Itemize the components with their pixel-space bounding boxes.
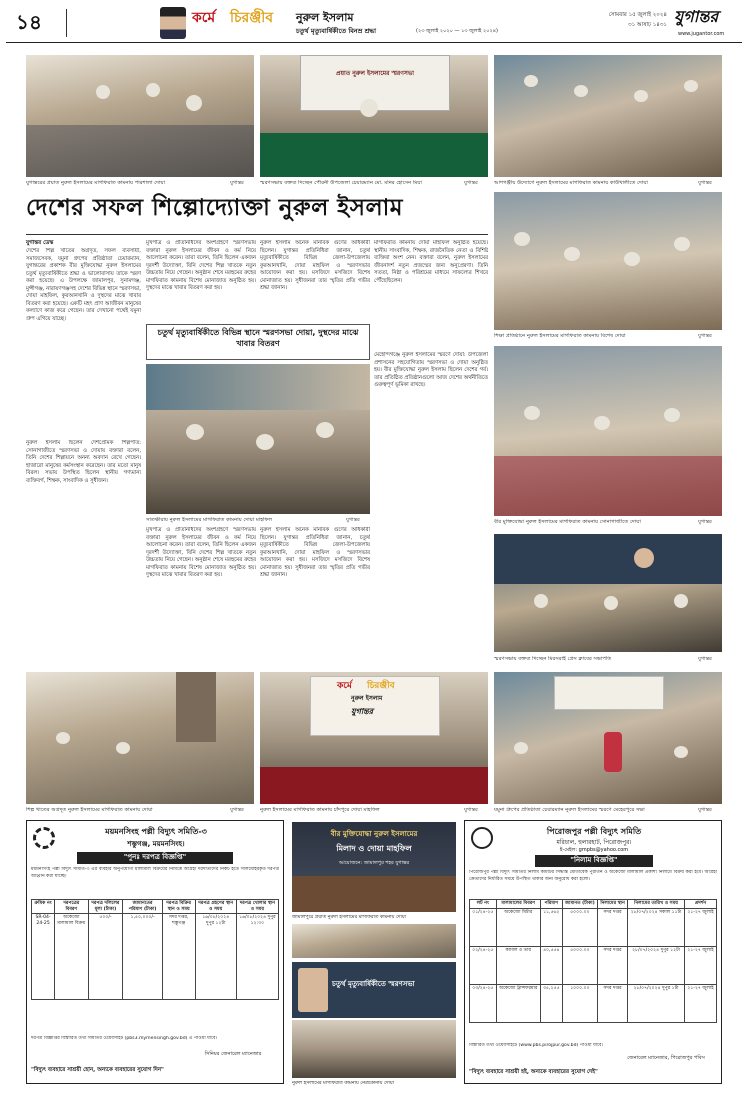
bottom-photo-2-credit: যুগান্তর <box>464 807 478 813</box>
right-photo-3-credit: যুগান্তর <box>698 656 712 662</box>
table-cell: ক্যাবল ও তার <box>496 946 540 984</box>
table-cell: ২৮/০৭/২০২৪ সকাল ১১টা <box>628 908 685 946</box>
table-cell: ২৮/০৭/২০২৪ দুপুর ১২টা <box>628 946 685 984</box>
middle-photo <box>146 364 370 514</box>
ad-mid-organizer: আয়োজনে: জামালপুর শহর যুগান্তর <box>338 860 410 866</box>
right-photo-3-caption: স্মরণসভায় বক্তব্য দিচ্ছেন মিরসরাই প্রেস ক্লাবের সভাপতি <box>494 656 612 662</box>
bottom-photo-1-caption: শিল্প খাতের অগ্রদূত নুরুল ইসলামের মাগফিরাত কামনায় দোয়া <box>26 807 153 813</box>
ad-left-footer: দরপত্র বিজ্ঞপ্তির বিস্তারিত তথ্য সমিতির ওয়েবসাইট (pbs3.mymensingh.gov.bd) এ পাওয়া যাবে। <box>31 1036 218 1041</box>
table-cell: ২১-২৭ জুলাই <box>684 984 716 1022</box>
right-photo-3 <box>494 534 722 652</box>
table-cell: ৩৫,২৫৫ <box>540 984 562 1022</box>
byline: যুগান্তর ডেস্ক <box>26 240 54 246</box>
masthead <box>6 5 742 43</box>
right-photo-2-credit: যুগান্তর <box>698 519 712 525</box>
table-cell: ২১-২৭ জুলাই <box>684 908 716 946</box>
table-header: পরিমাণ <box>540 900 562 909</box>
right-photo-2-caption: বীর মুক্তিযোদ্ধা নুরুল ইসলামের মাগফিরাত কামনায় সোনাগাজীতে দোয়া <box>494 519 641 525</box>
tribute-dates: (২৩ জুলাই ২০২০ — ১৩ জুলাই ২০২৪) <box>416 28 498 34</box>
right-photo-2 <box>494 346 722 516</box>
top-photo-1-caption: যুগান্তরের প্রয়াত নুরুল ইসলামের মাগফিরাত কামনায় পারশালা দোয়া <box>26 180 166 186</box>
table-cell: ৫০০০.০০ <box>562 946 597 984</box>
ad-mid-line2: মিলাদ ও দোয়া মাহফিল <box>336 844 412 853</box>
table-header: লট নং <box>470 900 497 909</box>
table-row <box>470 908 717 946</box>
table-cell: ০২/২৪-২৫ <box>470 946 497 984</box>
table-cell: ০১/২৪-২৫ <box>470 908 497 946</box>
table-cell: ৫০০০.০০ <box>562 908 597 946</box>
subhead-box <box>146 324 370 360</box>
table-header: দরপত্রের বিবরণ <box>55 900 88 914</box>
table-header: জামানতের পরিমাণ (টাকা) <box>123 900 162 914</box>
right-photo-1-credit: যুগান্তর <box>698 333 712 339</box>
body-col-1: দেশের শিল্প খাতের অগ্রদূত, সফল ব্যবসায়ী, সমাজসেবক, যমুনা গ্রুপের প্রতিষ্ঠাতা চেয়ারম্যান, যুগান্তরের প্রকাশক বীর মুক্তিযোদ্ধা নুরুল ইসলামের চতুর্থ মৃত্যুবার্ষিকীতে শ্রদ্ধা ও ভালোবাসায় তাকে স্মরণ করা হয়েছে। এ উপলক্ষে জামালপুর, সুনামগঞ্জ, মুন্সীগঞ্জ, নারায়ণগঞ্জসহ দেশের বিভিন্ন স্থানে স্মরণসভা, দোয়া মাহফিল, কুরআনখানি ও দুস্থদের মাঝে খাবার বিতরণ করা হয়েছে। একটি মহৎ প্রাণ আজীবন মানুষের কল্যাণে কাজ করে গেছেন। তার দেখানো পথেই যমুনা গ্রুপ এগিয়ে যাচ্ছে। <box>26 248 141 322</box>
middle-photo-caption: সাতক্ষীরায় নুরুল ইসলামের মাগফিরাত কামনায় দোয়া মাহফিল <box>146 517 273 523</box>
body-col-2-top: মুখপাত্র ও প্রতিনিধিদের অংশগ্রহণে স্মরণসভায় বক্তারা নুরুল ইসলামের জীবন ও কর্ম নিয়ে আলোচনা করেন। তারা বলেন, তিনি ছিলেন একজন দূরদর্শী উদ্যোক্তা, যিনি দেশের শিল্প খাতকে নতুন উচ্চতায় নিয়ে গেছেন। অনুষ্ঠান শেষে মরহুমের রুহের মাগফিরাত কামনায় বিশেষ মোনাজাত অনুষ্ঠিত হয়। দুস্থদের মাঝে খাবার বিতরণ করা হয়। <box>146 240 256 292</box>
main-headline: দেশের সফল শিল্পোদ্যোক্তা নুরুল ইসলাম <box>26 194 404 221</box>
tribute-name: নুরুল ইসলাম <box>296 11 354 24</box>
ad-mid-caption2: চতুর্থ মৃত্যুবার্ষিকীতে স্মরণসভা <box>332 980 415 988</box>
bottom-photo-3 <box>494 672 722 804</box>
body-col-4: মাগফিরাত কামনায় দোয়া মাহফিল অনুষ্ঠিত হয়েছে। স্থানীয় সাংবাদিক, শিক্ষক, রাজনৈতিক নেতা ও বিশিষ্ট ব্যক্তিরা অংশ নেন। বক্তারা বলেন, নুরুল ইসলামের জীবনাদর্শ নতুন প্রজন্মের জন্য অনুপ্রেরণা। তিনি সততা, নিষ্ঠা ও পরিশ্রমের মাধ্যমে সাফল্যের শিখরে পৌঁছেছিলেন। <box>374 240 488 284</box>
banner-name: নুরুল ইসলাম <box>351 695 383 702</box>
issue-date: সোমবার ১৫ জুলাই ২০২৪ <box>608 12 667 18</box>
table-header: জামানত (টাকা) <box>562 900 597 909</box>
brand-karme: কর্মে <box>192 10 216 26</box>
top-photo-1-credit: যুগান্তর <box>230 180 244 186</box>
ad-left-org: ময়মনসিংহ পল্লী বিদ্যুৎ সমিতি-৩ <box>105 827 207 836</box>
table-cell: ২১-২৭ জুলাই <box>684 946 716 984</box>
table-cell: ১১,৫৬২ <box>540 908 562 946</box>
body-col-3-top: নুরুল ইসলাম অনেক মানবিক গুণের অধিকারী ছিলেন। যুগান্তর প্রতিনিধিরা জানান, চতুর্থ মৃত্যুবার্ষিকীতে বিভিন্ন জেলা-উপজেলায় কুরআনখানি, দোয়া মাহফিল ও স্মরণসভার আয়োজন করা হয়। মসজিদে মসজিদে বিশেষ মোনাজাত হয়। সুধীজনরা তার স্মৃতির প্রতি গভীর শ্রদ্ধা জানান। <box>260 240 370 292</box>
table-cell: ১৬/০৮/২০২৪ দুপুর ১২:৩০ <box>236 914 278 1000</box>
ad-right-slogan: "বিদ্যুৎ ব্যবহারে সাশ্রয়ী হই, অন্যকে ব্যবহারের সুযোগ দেই" <box>469 1069 598 1075</box>
ad-mid-banner <box>292 822 456 912</box>
pbs-logo-icon <box>471 827 493 849</box>
table-cell: ১৬/০৮/২০২৪ দুপুর ১২টা <box>195 914 236 1000</box>
table-cell: অকেজো ট্রান্সফরমার <box>496 984 540 1022</box>
table-row <box>470 984 717 1022</box>
ad-mid-poster <box>292 962 456 1018</box>
ad-right-place: মরিচাল, হুলারহাট, পিরোজপুর। <box>556 839 632 846</box>
portrait-avatar <box>160 7 186 39</box>
top-photo-3 <box>494 55 722 177</box>
ad-left-place: শম্ভুগঞ্জ, ময়মনসিংহ। <box>127 840 185 848</box>
table-cell: অকেজো মিটার <box>496 908 540 946</box>
ad-right-footer: বিস্তারিত তথ্য ওয়েবসাইটে (www.pbs.pirojpur.gov.bd) পাওয়া যাবে। <box>469 1043 604 1048</box>
bottom-photo-1-credit: যুগান্তর <box>230 807 244 813</box>
table-header: নিলামের স্থান <box>598 900 628 909</box>
top-photo-2-banner: প্রয়াত নুরুল ইসলামের স্মরণসভা <box>335 70 415 77</box>
table-cell: সদর দপ্তর, শম্ভুগঞ্জ <box>162 914 195 1000</box>
page-number: ১৪ <box>16 10 42 34</box>
table-header: দরপত্র দলিলের মূল্য (টাকা) <box>88 900 123 914</box>
top-photo-1 <box>26 55 254 177</box>
ad-mid-caption3: নুরুল ইসলামের মাগফিরাত কামনায় নেত্রকোনায় দোয়া <box>292 1081 394 1086</box>
bottom-photo-3-credit: যুগান্তর <box>698 807 712 813</box>
ad-right-intro: পিরোজপুর পল্লী বিদ্যুৎ সমিতির নিলাম কমিটির সিদ্ধান্ত মোতাবেক পুরাতন ও অকেজো মালামাল প্রকাশ্য নিলামে বিক্রয় করা হবে। আগ্রহী ক্রেতাদের নির্ধারিত সময়ে উপস্থিত থাকার জন্য অনুরোধ করা হলো। <box>469 870 717 882</box>
table-cell: সদর দপ্তর <box>598 908 628 946</box>
table-row <box>470 946 717 984</box>
website-link[interactable]: www.jugantor.com <box>678 31 725 37</box>
banner-logo: যুগান্তর <box>351 707 374 716</box>
top-photo-3-credit: যুগান্তর <box>698 180 712 186</box>
body-col-4b: মেহেন্দিগঞ্জে নুরুল ইসলামের স্মরণে দোয়া: উপজেলা প্রশাসনের সহযোগিতায় স্মরণসভা ও দোয়া অনুষ্ঠিত হয়। বীর মুক্তিযোদ্ধা নুরুল ইসলাম ছিলেন দেশের গর্ব। তার প্রতিষ্ঠিত প্রতিষ্ঠানগুলো আজ দেশের অর্থনীতিতে গুরুত্বপূর্ণ ভূমিকা রাখছে। <box>374 352 488 389</box>
right-photo-1 <box>494 192 722 330</box>
ad-right-sign: জেনারেল ম্যানেজার, পিরোজপুর পবিস <box>627 1055 705 1061</box>
banner-chironjib: চিরঞ্জীব <box>367 681 395 691</box>
banner-karme: কর্মে <box>337 681 352 691</box>
table-cell: ৪০,৫৫৪ <box>540 946 562 984</box>
table-header: দরপত্র বিক্রির স্থান ও সময় <box>162 900 195 914</box>
brand-chironjib: চিরঞ্জীব <box>230 10 274 26</box>
newspaper-logo: যুগান্তর <box>674 7 719 26</box>
ad-mid-line1: বীর মুক্তিযোদ্ধা নুরুল ইসলামের <box>330 830 418 838</box>
ad-left-table <box>31 899 279 1000</box>
ad-mid-photo2 <box>292 1020 456 1078</box>
ad-auction-right <box>464 820 722 1084</box>
table-header: মালামালের বিবরণ <box>496 900 540 909</box>
right-photo-1-caption: শিক্ষা প্রতিষ্ঠানে নুরুল ইসলামের মাগফিরাত কামনায় বিশেষ দোয়া <box>494 333 626 339</box>
bottom-photo-1 <box>26 672 254 804</box>
gear-icon <box>33 827 55 849</box>
bottom-photo-3-caption: যমুনা গ্রুপের প্রতিষ্ঠাতা চেয়ারম্যান নুরুল ইসলামের স্মরণে মেহেরপুরে সভা <box>494 807 645 813</box>
top-photo-2-credit: যুগান্তর <box>464 180 478 186</box>
bottom-photo-2 <box>260 672 488 804</box>
ad-mid-caption1: জামালপুরে প্রয়াত নুরুল ইসলামের মাগফিরাত কামনায় দোয়া <box>292 915 406 920</box>
subhead: চতুর্থ মৃত্যুবার্ষিকীতে বিভিন্ন স্থানে স্মরণসভা দোয়া, দুস্থদের মাঝে খাবার বিতরণ <box>157 328 359 348</box>
top-photo-2 <box>260 55 488 177</box>
table-header: নিলামের তারিখ ও সময় <box>628 900 685 909</box>
body-col-1b: নুরুল ইসলাম ছিলেন দেশপ্রেমিক শিল্পপতি: সোনাগাজীতে স্মরণসভা ও দোয়ায় বক্তারা বলেন, তিনি দেশের শিল্পায়নে অনন্য অবদান রেখে গেছেন। হাজারো মানুষের কর্মসংস্থান করেছেন। তার মতো মানুষ বিরল। সভায় উপস্থিত ছিলেন স্থানীয় গণ্যমান্য ব্যক্তিবর্গ, শিক্ষক, সাংবাদিক ও সুধীজন। <box>26 440 141 484</box>
ad-right-title: "নিলাম বিজ্ঞপ্তি" <box>570 856 618 864</box>
table-header: ক্রমিক নং <box>32 900 55 914</box>
table-cell: ০৩/২৪-২৫ <box>470 984 497 1022</box>
body-col-3-bottom: নুরুল ইসলাম অনেক মানবিক গুণের অধিকারী ছিলেন। যুগান্তর প্রতিনিধিরা জানান, চতুর্থ মৃত্যুবার্ষিকীতে বিভিন্ন জেলা-উপজেলায় কুরআনখানি, দোয়া মাহফিল ও স্মরণসভার আয়োজন করা হয়। মসজিদে মসজিদে বিশেষ মোনাজাত হয়। সুধীজনরা তার স্মৃতির প্রতি গভীর শ্রদ্ধা জানান। <box>260 527 370 579</box>
issue-date-bangla: ৩১ আষাঢ় ১৪৩১ <box>628 22 667 28</box>
table-header: প্রদর্শন <box>684 900 716 909</box>
ad-tender-left <box>26 820 284 1084</box>
ad-right-email: ই-মেইল: gmpbs@yahoo.com <box>559 847 629 853</box>
table-cell: অকেজো মালামাল বিক্রয় <box>55 914 88 1000</box>
table-cell: ১,৫০,০০০/- <box>123 914 162 1000</box>
table-cell: সদর দপ্তর <box>598 946 628 984</box>
bottom-photo-2-caption: নুরুল ইসলামের মাগফিরাত কামনায় চাঁদপুরে দোয়া মাহফিল <box>260 807 380 813</box>
ad-left-intro: ময়মনসিংহ পল্লী বিদ্যুৎ সমিতি-৩ এর ব্যবহার অনুপযোগী মালামাল বিক্রয়ের নিমিত্তে আগ্রহী দরদাতাদের নিকট হতে সীলমোহরকৃত দরপত্র আহ্বান করা যাচ্ছে। <box>31 867 279 879</box>
top-photo-2-caption: স্মরণসভায় বক্তব্য দিচ্ছেন পৌরনী উপজেলা চেয়ারম্যান মো. মনির হোসেন মিয়া <box>260 180 422 186</box>
table-cell: SR-04-24-25 <box>32 914 55 1000</box>
table-header: দরপত্র খোলার স্থান ও সময় <box>236 900 278 914</box>
ad-right-table <box>469 899 717 1023</box>
ad-left-title: "পুনঃ দরপত্র বিজ্ঞপ্তি" <box>123 853 187 861</box>
table-header: দরপত্র গ্রহণের স্থান ও সময় <box>195 900 236 914</box>
table-cell: সদর দপ্তর <box>598 984 628 1022</box>
tribute-subtitle: চতুর্থ মৃত্যুবার্ষিকীতে বিনম্র শ্রদ্ধা <box>296 27 376 35</box>
ad-left-slogan: "বিদ্যুৎ ব্যবহারে সাশ্রয়ী হোন, অন্যকে ব্যবহারের সুযোগ দিন" <box>31 1067 164 1073</box>
ad-mid-photo1 <box>292 924 456 958</box>
ad-left-sign: সিনিয়র জেনারেল ম্যানেজার <box>204 1051 262 1057</box>
middle-photo-credit: যুগান্তর <box>346 517 360 523</box>
body-col-2-bottom: মুখপাত্র ও প্রতিনিধিদের অংশগ্রহণে স্মরণসভায় বক্তারা নুরুল ইসলামের জীবন ও কর্ম নিয়ে আলোচনা করেন। তারা বলেন, তিনি ছিলেন একজন দূরদর্শী উদ্যোক্তা, যিনি দেশের শিল্প খাতকে নতুন উচ্চতায় নিয়ে গেছেন। অনুষ্ঠান শেষে মরহুমের রুহের মাগফিরাত কামনায় বিশেষ মোনাজাত অনুষ্ঠিত হয়। দুস্থদের মাঝে খাবার বিতরণ করা হয়। <box>146 527 256 579</box>
table-cell: ৫০০/- <box>88 914 123 1000</box>
table-cell: ১০০০.০০ <box>562 984 597 1022</box>
table-cell: ২৮/০৭/২০২৪ দুপুর ১টা <box>628 984 685 1022</box>
top-photo-3-caption: আশগঞ্জীয় উদ্যোগে নুরুল ইসলামের মাগফিরাত কামনায় কাউখালীতে দোয়া <box>494 180 648 186</box>
ad-right-org: পিরোজপুর পল্লী বিদ্যুৎ সমিতি <box>546 827 642 836</box>
